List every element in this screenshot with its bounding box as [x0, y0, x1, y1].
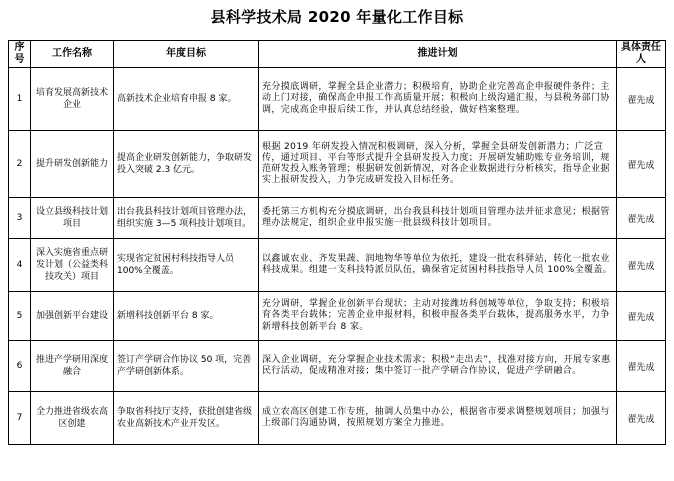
table-row	[9, 292, 666, 341]
annual-goal: 签订产学研合作协议 50 项，完善产学研创新体系。	[114, 341, 259, 392]
header-name: 工作名称	[31, 41, 114, 68]
responsible-person: 翟先成	[617, 392, 666, 445]
page-title: 县科学技术局 2020 年量化工作目标	[210, 8, 464, 26]
row-number: 1	[9, 68, 31, 131]
responsible-person: 翟先成	[617, 341, 666, 392]
table-row	[9, 239, 666, 292]
progress-plan: 根据 2019 年研发投入情况积极调研，深入分析，掌握全县研发创新潜力；广泛宣传，通过项目、平台等形式提升全县研发投入力度；开展研发辅助账专业务培训，规范研发投入账务管理；根据研发创新情况，对各企业数据进行分析核实，指导企业据实上报研发投入，力争完成研发投入目标任务。	[259, 131, 617, 198]
responsible-person: 翟先成	[617, 292, 666, 341]
row-number: 4	[9, 239, 31, 292]
progress-plan: 以鑫诚农业、齐发果蔬、润地物华等单位为依托，建设一批农科驿站，转化一批农业科技成果。组建一支科技特派员队伍，确保省定贫困村科技指导人员 100%全覆盖。	[259, 239, 617, 292]
table-row	[9, 131, 666, 198]
annual-goal: 出台我县科技计划项目管理办法，组织实施 3—5 项科技计划项目。	[114, 198, 259, 239]
work-name: 提升研发创新能力	[31, 131, 114, 198]
responsible-person: 翟先成	[617, 198, 666, 239]
annual-goal: 新增科技创新平台 8 家。	[114, 292, 259, 341]
table-row	[9, 198, 666, 239]
work-target-table	[8, 40, 666, 445]
work-name: 设立县级科技计划项目	[31, 198, 114, 239]
work-name: 推进产学研用深度融合	[31, 341, 114, 392]
responsible-person: 翟先成	[617, 131, 666, 198]
progress-plan: 充分摸底调研，掌握全县企业潜力；积极培育，协助企业完善高企申报硬件条件；主动上门对接，确保高企申报工作高质量开展；积极向上级沟通汇报，与县税务部门协调，完成高企申报后续工作，并认真总结经验，做好档案整理。	[259, 68, 617, 131]
row-number: 7	[9, 392, 31, 445]
table-row	[9, 392, 666, 445]
progress-plan: 深入企业调研，充分掌握企业技术需求；积极“走出去”，找准对接方向，开展专家惠民行活动，促成精准对接；集中签订一批产学研合作协议，促进产学研融合。	[259, 341, 617, 392]
work-name: 培育发展高新技术企业	[31, 68, 114, 131]
row-number: 3	[9, 198, 31, 239]
annual-goal: 高新技术企业培育申报 8 家。	[114, 68, 259, 131]
annual-goal: 提高企业研发创新能力，争取研发投入突破 2.3 亿元。	[114, 131, 259, 198]
progress-plan: 充分调研，掌握企业创新平台现状；主动对接潍坊科创城等单位，争取支持；积极培育各类平台载体；完善企业申报材料，积极申报各类平台载体，提高服务水平，力争新增科技创新平台 8 家。	[259, 292, 617, 341]
table-row	[9, 341, 666, 392]
work-name: 加强创新平台建设	[31, 292, 114, 341]
row-number: 5	[9, 292, 31, 341]
header-goal: 年度目标	[114, 41, 259, 68]
table-row	[9, 68, 666, 131]
work-name: 深入实施省重点研发计划（公益类科技攻关）项目	[31, 239, 114, 292]
row-number: 6	[9, 341, 31, 392]
header-plan: 推进计划	[259, 41, 617, 68]
work-name: 全力推进省级农高区创建	[31, 392, 114, 445]
row-number: 2	[9, 131, 31, 198]
header-person: 具体责任人	[617, 41, 666, 68]
responsible-person: 翟先成	[617, 239, 666, 292]
progress-plan: 成立农高区创建工作专班，抽调人员集中办公，根据省市要求调整规划项目；加强与上级部门沟通协调，按照规划方案全力推进。	[259, 392, 617, 445]
header-row	[9, 41, 666, 68]
annual-goal: 实现省定贫困村科技指导人员 100%全覆盖。	[114, 239, 259, 292]
annual-goal: 争取省科技厅支持，获批创建省级农业高新技术产业开发区。	[114, 392, 259, 445]
responsible-person: 翟先成	[617, 68, 666, 131]
progress-plan: 委托第三方机构充分摸底调研，出台我县科技计划项目管理办法并征求意见；根据管理办法规定，组织企业申报实施一批县级科技计划项目。	[259, 198, 617, 239]
header-no: 序号	[9, 41, 31, 68]
